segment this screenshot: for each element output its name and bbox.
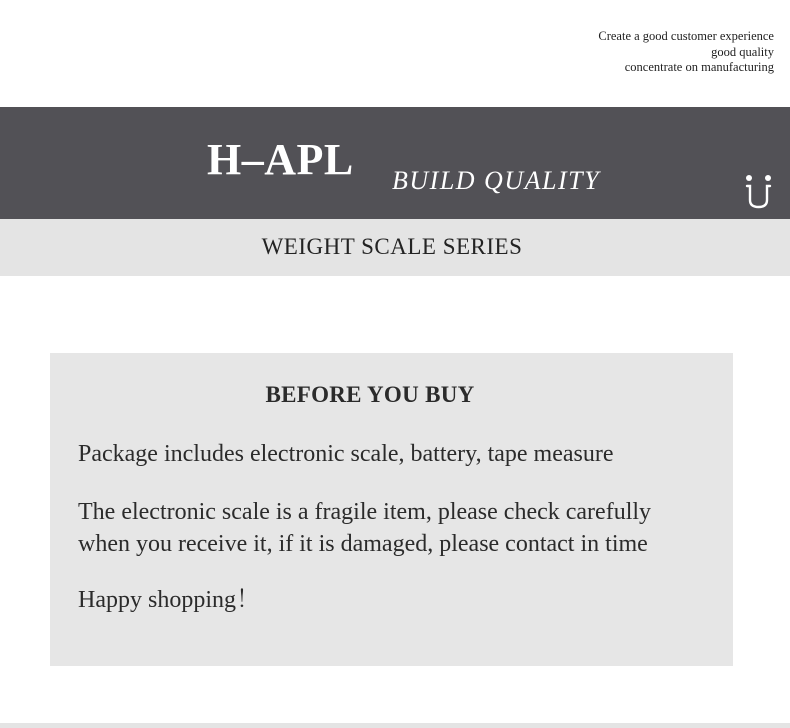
- fragile-notice-line-1: The electronic scale is a fragile item, please check carefully: [78, 499, 652, 525]
- package-contents-text: Package includes electronic scale, battery, tape measure: [78, 441, 614, 467]
- bottom-divider: [0, 723, 790, 728]
- tagline-3: concentrate on manufacturing: [624, 60, 774, 74]
- series-title: WEIGHT SCALE SERIES: [261, 234, 523, 259]
- before-you-buy-heading: BEFORE YOU BUY: [265, 382, 475, 407]
- brand-banner: [0, 107, 790, 219]
- tagline-block: [598, 29, 774, 76]
- happy-shopping-text: Happy shopping！: [78, 587, 260, 613]
- fragile-notice-line-2: when you receive it, if it is damaged, please contact in time: [78, 531, 648, 557]
- fragile-notice-text: [78, 496, 651, 560]
- tagline-1: Create a good customer experience: [598, 29, 774, 43]
- brand-name: H–APL: [207, 135, 354, 184]
- smiley-u-icon: [742, 172, 776, 212]
- brand-slogan: BUILD QUALITY: [392, 166, 601, 195]
- tagline-2: good quality: [711, 44, 774, 59]
